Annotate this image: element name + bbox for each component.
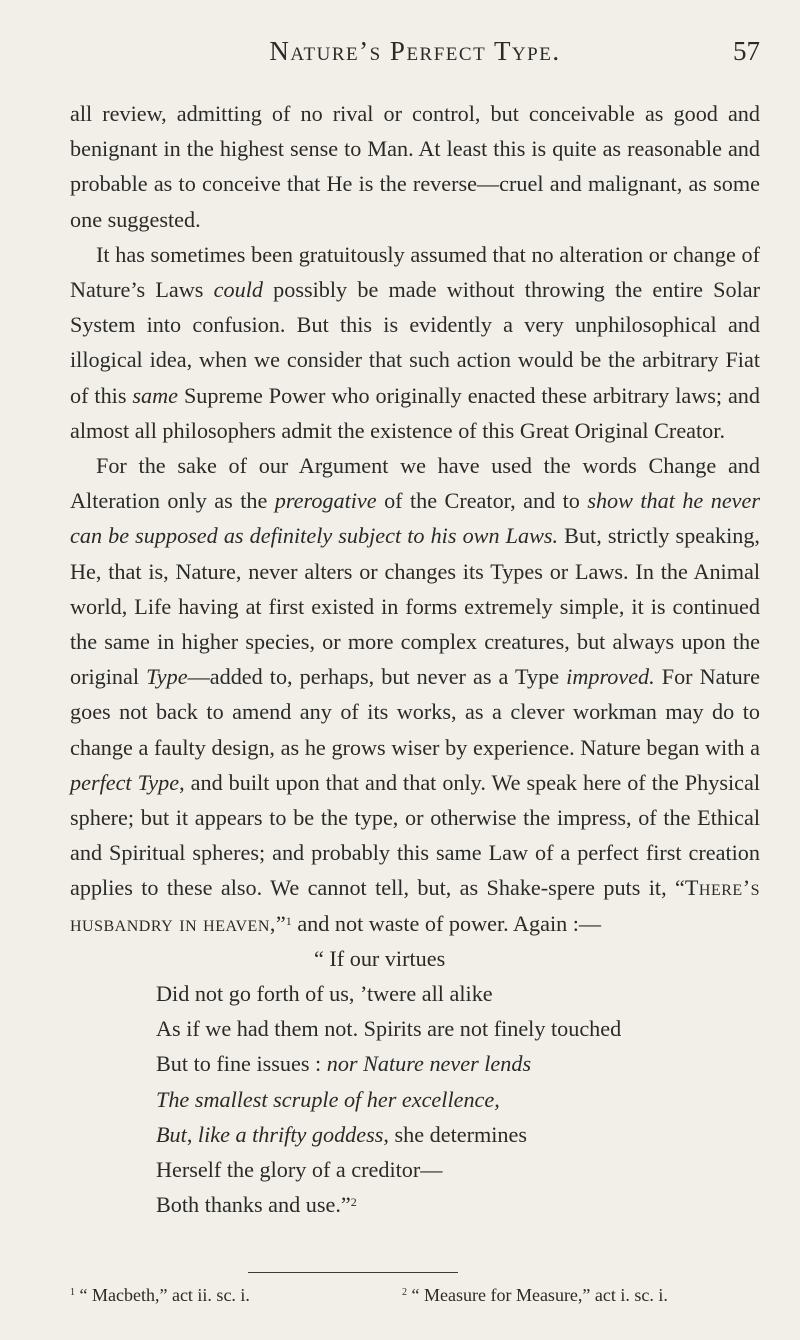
footnote-number: 1 — [70, 1287, 75, 1298]
paragraph-3-text: For the sake of our Argument we have used the words Change and Alteration only as the — [70, 453, 760, 514]
paragraph-3-text: and not waste of power. Again :— — [291, 910, 602, 936]
footnotes — [70, 1282, 760, 1308]
paragraph-3-text: For Nature goes not back to amend any of its works, as a clever workman may do to change a faulty design, as he grows wiser by experience. Nature began with a — [70, 664, 760, 760]
verse-line: Did not go forth of us, ’twere all alike — [156, 981, 493, 1007]
verse-text: , — [186, 1121, 198, 1147]
verse-line: “ If our virtues — [314, 945, 446, 971]
running-head-title: Nature’s Perfect Type. — [269, 36, 561, 66]
verse-line: Herself the glory of a creditor— — [156, 1157, 443, 1183]
italic-show-that: show that he never can be supposed as definitely subject to his own Laws. — [70, 488, 760, 549]
verse-line — [70, 1082, 760, 1117]
small-caps-quote: There’s husbandry in heaven, — [70, 875, 760, 936]
verse-italic: The smallest scruple of her excellence, — [156, 1086, 500, 1112]
italic-could: could — [213, 277, 263, 303]
verse-italic: like a thrifty goddess — [197, 1121, 384, 1147]
paragraph-2-text: Supreme Power who originally enacted these arbitrary laws; and almost all philosophers admit the existence of this Great Original Creator. — [70, 382, 760, 443]
paragraph-3-text: of the Creator, and to — [376, 488, 588, 514]
page-number: 57 — [733, 36, 760, 66]
paragraph-3 — [70, 448, 760, 941]
paragraph-3-text: But, strictly speaking, He, that is, Nature, never alters or changes its Types or Laws. In the Animal world, Life having at first existed in forms extremely simple, it is continued the same in higher species, or more complex creatures, but always upon the original — [70, 523, 760, 690]
footnote-ref-2[interactable]: 2 — [350, 1195, 357, 1210]
paragraph-3-text: —added to, perhaps, but never as a Type — [187, 664, 567, 690]
italic-perfect-type: perfect Type — [70, 769, 180, 795]
paragraph-3-text: , and built upon that and that only. We speak here of the Physical sphere; but it appears to be the type, or otherwise the impress, of the Ethical and Spiritual spheres; and probably this same Law of a perfect first creation applies to these also. We cannot tell, but, as Shake-spere puts it, “ — [70, 769, 760, 901]
footnote-2 — [402, 1282, 668, 1308]
paragraph-3-text: ” — [275, 910, 286, 936]
footnote-text: “ Measure for Measure,” act i. sc. i. — [411, 1285, 668, 1305]
verse-italic: nor Nature never lends — [326, 1051, 532, 1077]
paragraph-2 — [70, 237, 760, 448]
italic-same: same — [132, 382, 179, 408]
italic-improved: improved. — [566, 664, 655, 690]
paragraph-1 — [70, 96, 760, 237]
footnote-ref-1[interactable]: 1 — [285, 913, 292, 928]
footnote-divider — [248, 1272, 458, 1273]
footnote-1 — [70, 1282, 250, 1308]
verse-text: Both thanks and use.” — [156, 1192, 351, 1218]
verse-line — [70, 1187, 760, 1222]
verse-line — [70, 1046, 760, 1081]
verse-line: As if we had them not. Spirits are not finely touched — [156, 1016, 622, 1042]
paragraph-1-text: all review, admitting of no rival or control, but conceivable as good and benignant in the highest sense to Man. At least this is quite as reasonable and probable as to conceive that He is the reverse—cruel and malignant, as some one suggested. — [70, 101, 760, 232]
verse-quotation — [70, 941, 760, 1223]
verse-italic: But — [156, 1121, 187, 1147]
paragraph-2-text: It has sometimes been gratuitously assumed that no alteration or change of Nature’s Laws — [70, 241, 760, 303]
verse-line — [70, 1117, 760, 1152]
verse-text: But to fine issues : — [156, 1051, 327, 1077]
footnote-number: 2 — [402, 1287, 407, 1298]
paragraph-2-text: possibly be made without throwing the entire Solar System into confusion. But this is evidently a very unphilosophical and illogical idea, when we consider that such action would be the arbitrary Fiat of this — [70, 277, 760, 408]
running-head — [70, 36, 760, 76]
body-text — [70, 96, 760, 1223]
italic-prerogative: prerogative — [274, 488, 377, 514]
footnote-text: “ Macbeth,” act ii. sc. i. — [79, 1285, 250, 1305]
italic-type: Type — [146, 664, 188, 690]
verse-text: , she determines — [383, 1121, 527, 1147]
